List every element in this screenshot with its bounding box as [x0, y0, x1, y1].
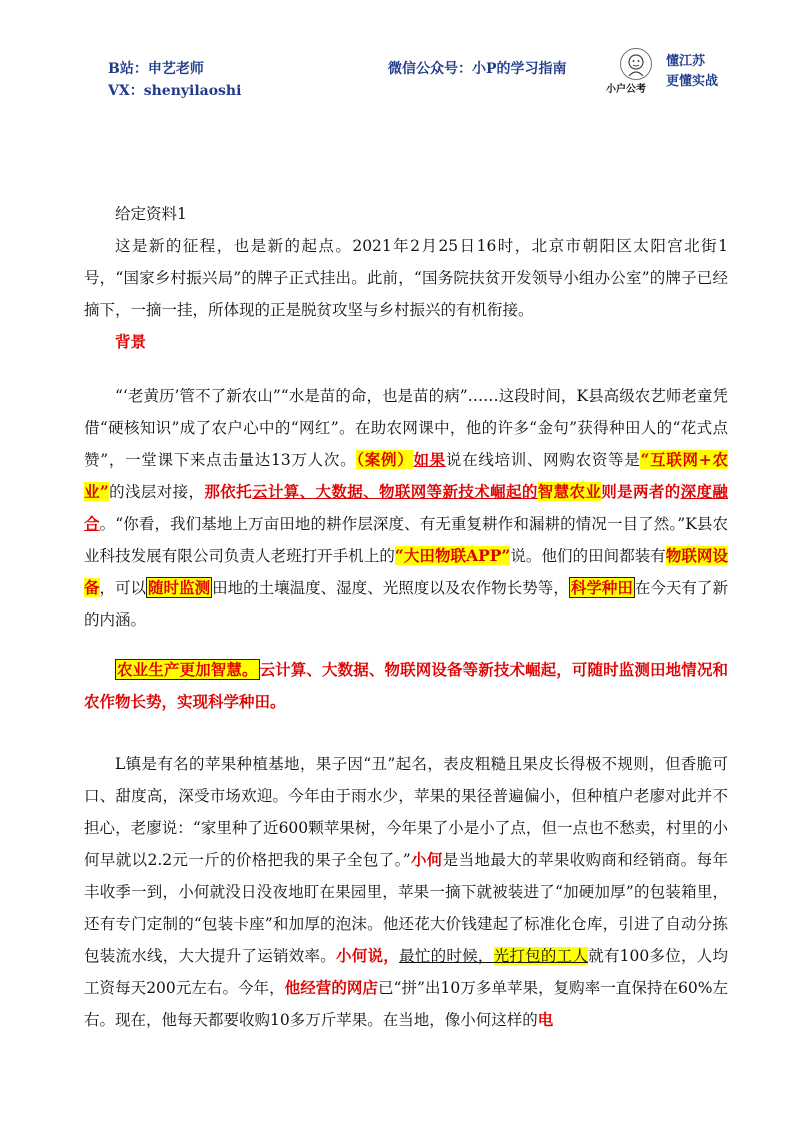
- logo-small-text: 小户公考: [606, 84, 646, 95]
- p2-text: 的浅层对接，: [108, 483, 205, 501]
- p2-text: 说。他们的田间都装有: [510, 547, 666, 565]
- p2-text: 说在线培训、网购农资等是: [445, 451, 641, 469]
- p3-text: 是当地最大的苹果收购商和经销商。每年丰收季一到，小何就没日没夜地盯在果园里，苹果一摘下就被装进了“加硬加厚”的包装箱里，还有专门定制的“包装卡座”和加厚的泡沫。他还花大价钱建起了标准化仓库，引进了自动分拣包装流水线，大大提升了运销效率。: [84, 851, 728, 965]
- xiaohe-name: 小何: [410, 850, 443, 869]
- paragraph-1: 这是新的征程，也是新的起点。2021年2月25日16时，北京市朝阳区太阳宫北街1号，“国家乡村振兴局”的牌子正式挂出。此前，“国务院扶贫开发领导小组办公室”的牌子已经摘下，一摘一挂，所体现的正是脱贫攻坚与乡村振兴的有机衔接。: [84, 237, 728, 319]
- logo-slogan-line1: 懂江苏: [666, 54, 706, 69]
- p2-text: 。“你看，我们基地上万亩田地的耕作层深度、有无重复耕作和漏耕的情况一目了然。”K县农业科技发展有限公司负责人老班打开手机上的: [84, 515, 728, 565]
- logo-slogan-line2: 更懂实战: [666, 74, 719, 89]
- p3-tail: 电: [537, 1010, 554, 1029]
- p3-text: 已“拼”出10万多单苹果，复购率一直保持在60%左右。现在，他每天都要收购10多万斤苹果。在当地，像小何这样的: [84, 979, 728, 1029]
- header-left: [108, 58, 241, 102]
- scientific-farming: 科学种田: [570, 578, 633, 597]
- summary-text: 云计算、大数据、物联网设备等新技术崛起，可随时监测田地情况和农作物长势，实现科学种田。: [84, 660, 728, 711]
- online-store: 他经营的网店: [284, 978, 378, 997]
- p2-text-red: 则是两者的: [601, 482, 681, 501]
- wechat-account: 微信公众号：小P的学习指南: [388, 61, 567, 77]
- iot-device: 物联网设备: [84, 546, 728, 597]
- p3-text: 就有100多位，人均工资每天200元左右。今年，: [84, 947, 728, 997]
- p2-text: 在今天有了新的内涵。: [84, 579, 728, 629]
- p2-then: 那依托: [204, 482, 253, 501]
- document-body: [84, 198, 728, 1036]
- real-time-monitoring: 随时监测: [148, 578, 211, 597]
- p2-if: 如果: [413, 450, 446, 469]
- xiaohe-said: 小何说，: [336, 946, 400, 965]
- busiest-time: 最忙的时候，: [399, 947, 494, 965]
- new-tech-phrase: 云计算、大数据、物联网等新技术崛起的: [252, 482, 538, 501]
- deep-integration: 深度融合: [84, 482, 728, 533]
- summary-heading: 农业生产更加智慧。: [117, 660, 258, 679]
- p2-sentence: “‘老黄历’管不了新农山”“水是苗的命，也是苗的病”……这段时间，K县高级农艺师老童凭借“硬核知识”成了农户心中的“网红”。在助农网课中，他的许多“金句”获得种田人的“花式点赞”，一堂课下来点击量达13万人次。: [84, 387, 728, 469]
- summary-note: [84, 654, 728, 718]
- bilibili-account: B站：申艺老师: [108, 61, 204, 77]
- p2-text: ，可以: [99, 579, 147, 597]
- smart-agriculture: 智慧农业: [537, 482, 602, 501]
- packing-workers: 光打包的工人: [493, 947, 589, 965]
- logo-slogan: [666, 52, 718, 92]
- vx-account: VX：shenyilaoshi: [108, 83, 242, 99]
- internet-agriculture: “互联网+农业”: [84, 450, 728, 501]
- page-header: [0, 0, 800, 110]
- p3-text: L镇是有名的苹果种植基地，果子因“丑”起名，表皮粗糙且果皮长得极不规则，但香脆可口、甜度高，深受市场欢迎。今年由于雨水少，苹果的果径普遍偏小，但种植户老廖对此并不担心，老廖说：“家里种了近600颗苹果树，今年果了小是小了点，但一点也不愁卖，村里的小何早就以2.2元一斤的价格把我的果子全包了。”: [84, 755, 728, 869]
- p2-text: 田地的土壤温度、湿度、光照度以及农作物长势等，: [212, 579, 569, 597]
- iot-app: “大田物联APP”: [394, 546, 511, 565]
- mascot-icon: [620, 48, 652, 80]
- material-title: 给定资料1: [115, 205, 187, 223]
- case-tag: （案例）: [356, 450, 414, 469]
- background-label: 背景: [115, 332, 147, 351]
- brand-logo: [606, 48, 736, 98]
- paragraph-3: [84, 748, 728, 1036]
- paragraph-2: [84, 380, 728, 636]
